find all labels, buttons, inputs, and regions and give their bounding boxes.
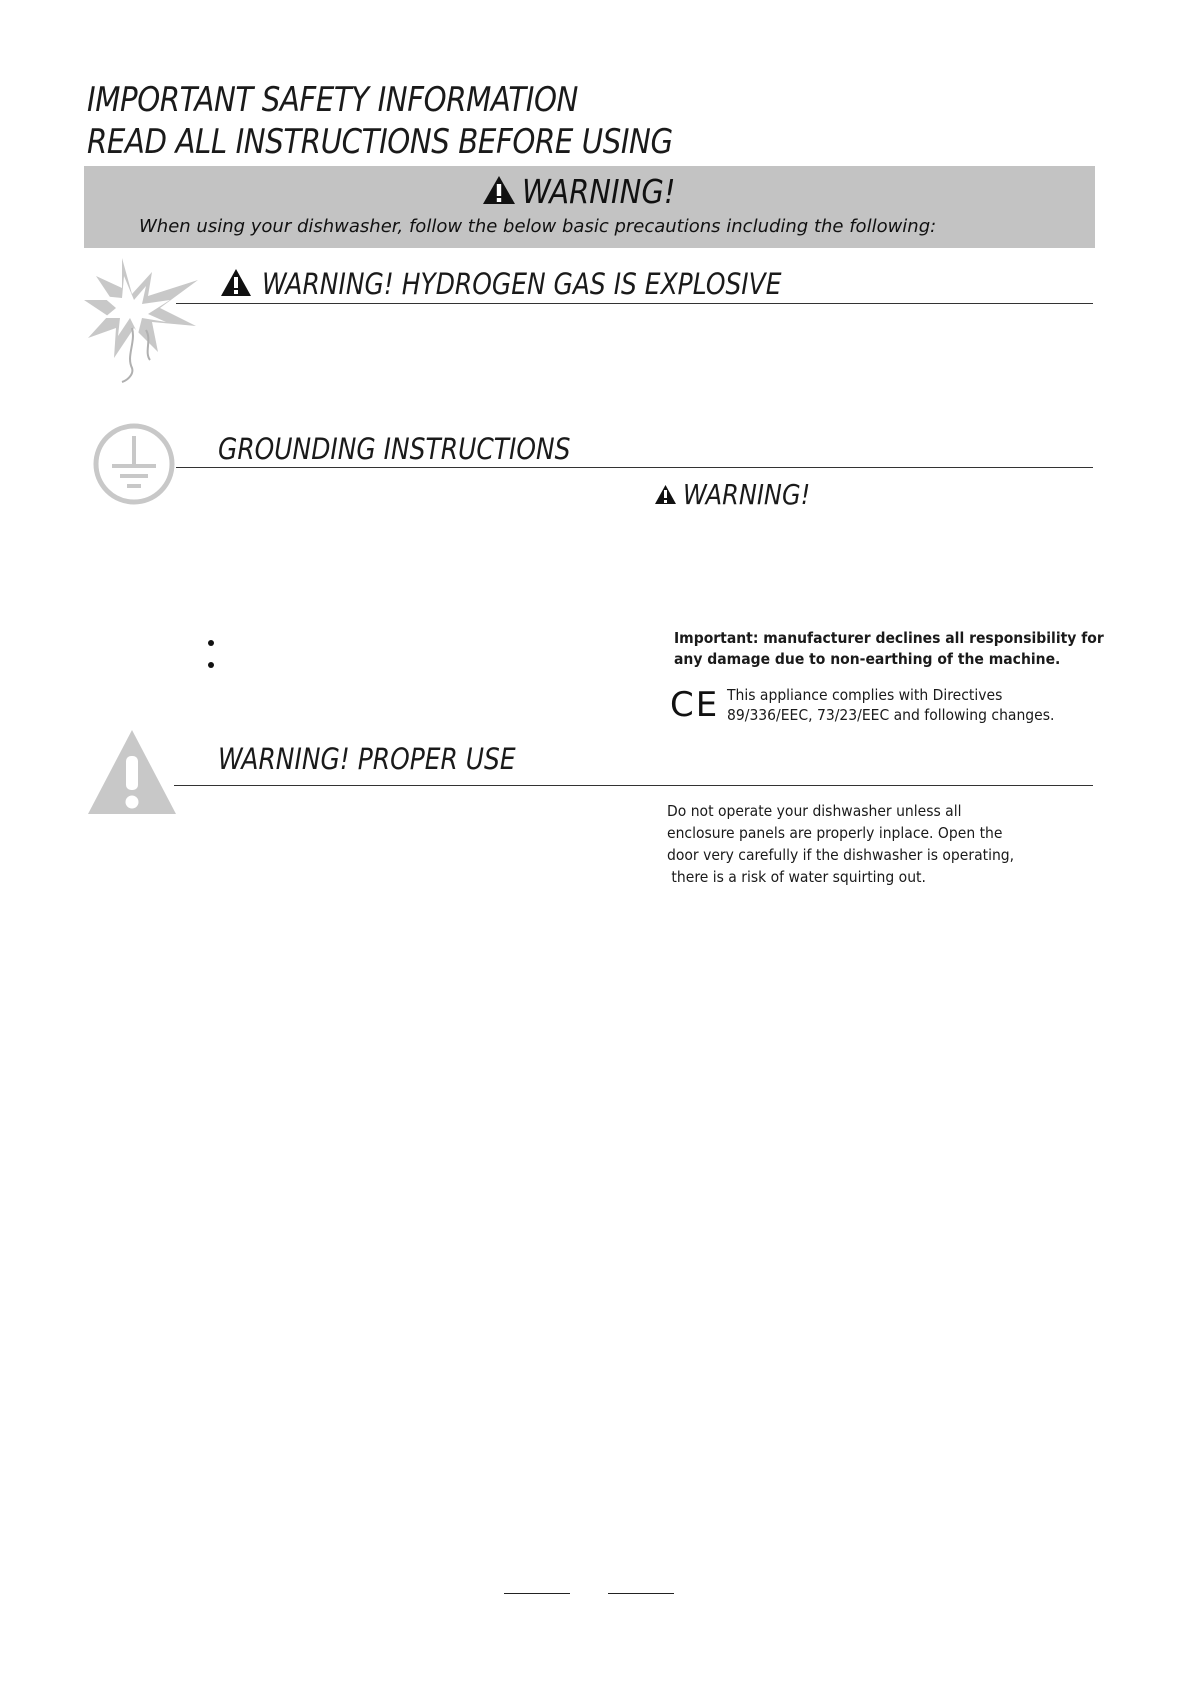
grounding-warning-label: WARNING!: [683, 478, 811, 511]
section-divider: [174, 785, 1093, 786]
ce-mark: CE: [670, 685, 720, 725]
warning-triangle-icon: [220, 268, 252, 297]
explosion-icon: [82, 256, 202, 386]
section-heading-hydrogen: WARNING! HYDROGEN GAS IS EXPLOSIVE: [262, 267, 782, 301]
important-note-line-1: Important: manufacturer declines all responsibility for: [674, 629, 1104, 647]
ce-compliance-line-1: This appliance complies with Directives: [727, 686, 1003, 704]
proper-use-note-line-4: there is a risk of water squirting out.: [667, 868, 926, 886]
section-heading-proper-use: WARNING! PROPER USE: [218, 742, 516, 776]
ce-compliance-line-2: 89/336/EEC, 73/23/EEC and following changes.: [727, 706, 1055, 724]
section-divider: [176, 467, 1093, 468]
bullet-point: [208, 662, 214, 668]
footer-rule-right: [608, 1593, 674, 1594]
warning-triangle-icon: [654, 484, 677, 505]
ground-symbol-icon: [92, 422, 176, 506]
proper-use-note-line-2: enclosure panels are properly inplace. Open the: [667, 824, 1003, 842]
page-title-line-2: READ ALL INSTRUCTIONS BEFORE USING: [87, 122, 673, 162]
page-title-line-1: IMPORTANT SAFETY INFORMATION: [87, 80, 578, 120]
warning-triangle-icon: [482, 175, 516, 205]
banner-heading-text: WARNING!: [522, 172, 676, 211]
proper-use-note-line-1: Do not operate your dishwasher unless all: [667, 802, 962, 820]
exclamation-triangle-icon: [86, 728, 178, 816]
banner-subtext: When using your dishwasher, follow the below basic precautions including the following:: [139, 216, 937, 237]
section-divider: [176, 303, 1093, 304]
bullet-point: [208, 640, 214, 646]
banner-heading: [84, 172, 1095, 211]
footer-rule-left: [504, 1593, 570, 1594]
important-note-line-2: any damage due to non-earthing of the machine.: [674, 650, 1061, 668]
proper-use-note-line-3: door very carefully if the dishwasher is operating,: [667, 846, 1015, 864]
warning-banner: [84, 166, 1095, 248]
section-heading-grounding: GROUNDING INSTRUCTIONS: [218, 432, 571, 466]
